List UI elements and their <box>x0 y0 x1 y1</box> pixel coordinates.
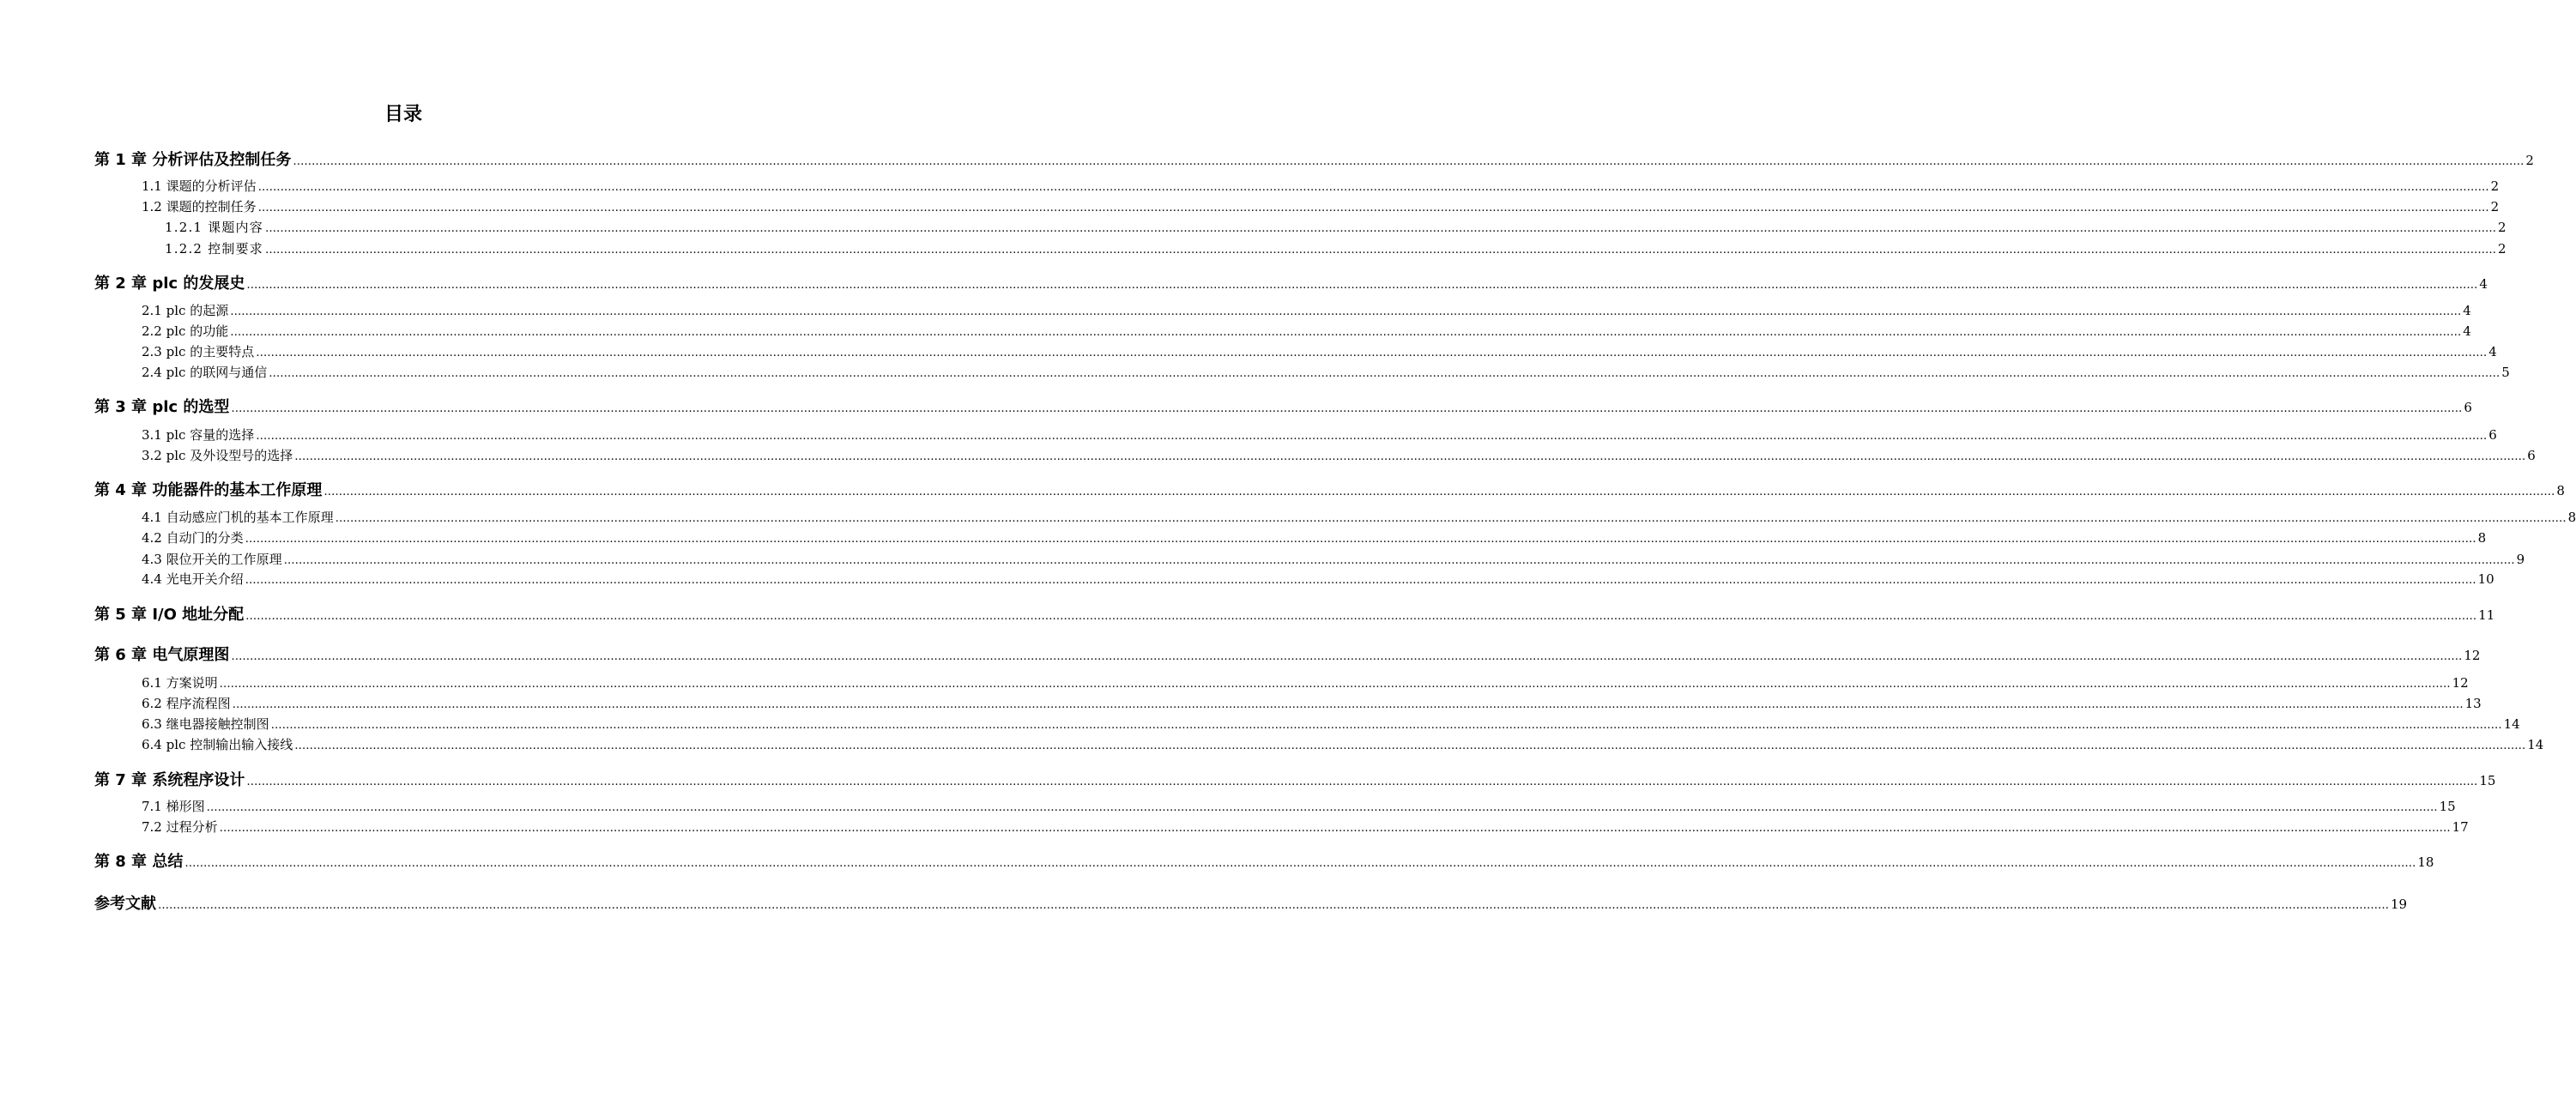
toc-page-number: 4 <box>2463 303 2471 318</box>
toc-page-number: 5 <box>2501 365 2510 380</box>
toc-section-entry[interactable] <box>142 818 2469 838</box>
toc-entry-label: 3.2 plc 及外设型号的选择 <box>142 448 293 463</box>
toc-entry-label: 第 4 章 功能器件的基本工作原理 <box>94 481 323 499</box>
toc-section-entry[interactable] <box>142 426 2497 446</box>
toc-section-entry[interactable] <box>142 797 2456 818</box>
toc-section-entry[interactable] <box>142 301 2471 322</box>
toc-page-number: 9 <box>2516 552 2525 567</box>
dot-leader: …………………………………………………………………………………………………………………………………………………………………………………………………………………………………………………………………………………………………………………………………………………………………………………………………………………………………………………………………………………………………………………………………………………… <box>294 450 2526 463</box>
toc-page-number: 15 <box>2479 773 2496 788</box>
dot-leader: …………………………………………………………………………………………………………………………………………………………………………………………………………………………………………………………………………………………………………………………………………………………………………………………………………………………………………………………………………………………………………………………………………………… <box>184 857 2416 870</box>
dot-leader: …………………………………………………………………………………………………………………………………………………………………………………………………………………………………………………………………………………………………………………………………………………………………………………………………………………………………………………………………………………………………………………………………………………… <box>256 347 2488 359</box>
toc-entry-label: 4.4 光电开关介绍 <box>142 571 244 587</box>
toc-page-number: 8 <box>2567 510 2576 525</box>
toc-section-entry[interactable] <box>142 363 2510 383</box>
toc-entry-label: 2.3 plc 的主要特点 <box>142 344 255 359</box>
dot-leader: …………………………………………………………………………………………………………………………………………………………………………………………………………………………………………………………………………………………………………………………………………………………………………………………………………………………………………………………………………………………………………………………………………………… <box>232 698 2464 711</box>
toc-section-entry[interactable] <box>142 715 2520 735</box>
toc-entry-label: 第 1 章 分析评估及控制任务 <box>94 151 292 169</box>
toc-chapter-entry[interactable] <box>94 478 2565 499</box>
dot-leader: …………………………………………………………………………………………………………………………………………………………………………………………………………………………………………………………………………………………………………………………………………………………………………………………………………………………………………………………………………………………………………………………………………………… <box>324 486 2555 498</box>
toc-page-number: 2 <box>2497 220 2506 235</box>
toc-page-number: 12 <box>2464 648 2481 663</box>
toc-entry-label: 7.2 过程分析 <box>142 819 218 835</box>
dot-leader: …………………………………………………………………………………………………………………………………………………………………………………………………………………………………………………………………………………………………………………………………………………………………………………………………………………………………………………………………………………………………………………………………………………… <box>270 719 2502 732</box>
dot-leader: …………………………………………………………………………………………………………………………………………………………………………………………………………………………………………………………………………………………………………………………………………………………………………………………………………………………………………………………………………………………………………………………………………………… <box>335 512 2567 525</box>
toc-page-number: 6 <box>2527 448 2536 463</box>
dot-leader: …………………………………………………………………………………………………………………………………………………………………………………………………………………………………………………………………………………………………………………………………………………………………………………………………………………………………………………………………………………………………………………………………………………… <box>219 822 2451 835</box>
toc-section-entry[interactable] <box>142 322 2471 342</box>
toc-section-entry[interactable] <box>142 197 2500 218</box>
toc-page-number: 2 <box>2490 199 2500 214</box>
dot-leader: …………………………………………………………………………………………………………………………………………………………………………………………………………………………………………………………………………………………………………………………………………………………………………………………………………………………………………………………………………………………………………………………………………………… <box>257 181 2489 194</box>
dot-leader: …………………………………………………………………………………………………………………………………………………………………………………………………………………………………………………………………………………………………………………………………………………………………………………………………………………………………………………………………………………………………………………………………………………… <box>231 402 2463 415</box>
toc-section-entry[interactable] <box>142 550 2525 571</box>
dot-leader: …………………………………………………………………………………………………………………………………………………………………………………………………………………………………………………………………………………………………………………………………………………………………………………………………………………………………………………………………………………………………………………………………………………… <box>231 650 2463 663</box>
toc-entry-label: 1.2.1 课题内容 <box>165 220 263 235</box>
toc-chapter-entry[interactable] <box>94 271 2488 293</box>
toc-entry-label: 3.1 plc 容量的选择 <box>142 427 255 443</box>
toc-subsection-entry[interactable] <box>165 239 2506 260</box>
toc-section-entry[interactable] <box>142 570 2494 590</box>
toc-entry-label: 第 8 章 总结 <box>94 853 184 871</box>
toc-page-number: 11 <box>2478 607 2495 623</box>
toc-entry-label: 参考文献 <box>94 895 156 913</box>
toc-page-number: 10 <box>2477 571 2494 587</box>
dot-leader: …………………………………………………………………………………………………………………………………………………………………………………………………………………………………………………………………………………………………………………………………………………………………………………………………………………………………………………………………………………………………………………………………………………… <box>283 554 2515 567</box>
toc-chapter-entry[interactable] <box>94 768 2496 789</box>
dot-leader: …………………………………………………………………………………………………………………………………………………………………………………………………………………………………………………………………………………………………………………………………………………………………………………………………………………………………………………………………………………………………………………………………………………… <box>246 279 2478 292</box>
dot-leader: …………………………………………………………………………………………………………………………………………………………………………………………………………………………………………………………………………………………………………………………………………………………………………………………………………………………………………………………………………………………………………………………………………………… <box>230 326 2462 339</box>
toc-entry-label: 2.4 plc 的联网与通信 <box>142 365 268 380</box>
toc-section-entry[interactable] <box>142 694 2482 715</box>
toc-page-number: 2 <box>2525 153 2534 168</box>
toc-chapter-entry[interactable] <box>94 849 2434 871</box>
toc-page-number: 12 <box>2452 675 2469 691</box>
toc-entry-label: 4.2 自动门的分类 <box>142 530 244 546</box>
toc-section-entry[interactable] <box>142 177 2500 197</box>
toc-entry-label: 1.2.2 控制要求 <box>165 241 263 257</box>
toc-entry-label: 第 6 章 电气原理图 <box>94 646 230 664</box>
toc-entry-label: 2.1 plc 的起源 <box>142 303 229 318</box>
toc-title: 目录 <box>384 104 422 125</box>
toc-page-number: 8 <box>2556 483 2565 498</box>
toc-entry-label: 第 5 章 I/O 地址分配 <box>94 606 245 624</box>
toc-entry-label: 1.2 课题的控制任务 <box>142 199 257 214</box>
toc-page-number: 6 <box>2488 427 2497 443</box>
toc-section-entry[interactable] <box>142 508 2576 528</box>
dot-leader: …………………………………………………………………………………………………………………………………………………………………………………………………………………………………………………………………………………………………………………………………………………………………………………………………………………………………………………………………………………………………………………………………………………… <box>264 222 2496 235</box>
toc-entry-label: 1.1 课题的分析评估 <box>142 178 257 194</box>
toc-entry-label: 7.1 梯形图 <box>142 799 205 814</box>
toc-page-number: 14 <box>2503 716 2520 732</box>
dot-leader: …………………………………………………………………………………………………………………………………………………………………………………………………………………………………………………………………………………………………………………………………………………………………………………………………………………………………………………………………………………………………………………………………………………… <box>246 776 2478 788</box>
dot-leader: …………………………………………………………………………………………………………………………………………………………………………………………………………………………………………………………………………………………………………………………………………………………………………………………………………………………………………………………………………………………………………………………………………………… <box>245 533 2476 546</box>
dot-leader: …………………………………………………………………………………………………………………………………………………………………………………………………………………………………………………………………………………………………………………………………………………………………………………………………………………………………………………………………………………………………………………………………………………… <box>294 740 2526 752</box>
toc-page-number: 4 <box>2488 344 2497 359</box>
toc-page-number: 17 <box>2452 819 2469 835</box>
toc-chapter-entry[interactable] <box>94 643 2481 664</box>
toc-entry-label: 6.3 继电器接触控制图 <box>142 716 269 732</box>
toc-section-entry[interactable] <box>142 673 2469 694</box>
dot-leader: …………………………………………………………………………………………………………………………………………………………………………………………………………………………………………………………………………………………………………………………………………………………………………………………………………………………………………………………………………………………………………………………………………………… <box>245 574 2476 587</box>
toc-chapter-entry[interactable] <box>94 148 2534 169</box>
toc-entry-label: 6.1 方案说明 <box>142 675 218 691</box>
toc-entry-label: 6.4 plc 控制输出输入接线 <box>142 737 293 752</box>
dot-leader: …………………………………………………………………………………………………………………………………………………………………………………………………………………………………………………………………………………………………………………………………………………………………………………………………………………………………………………………………………………………………………………………………………………… <box>206 801 2438 814</box>
toc-page-number: 6 <box>2464 400 2472 415</box>
dot-leader: …………………………………………………………………………………………………………………………………………………………………………………………………………………………………………………………………………………………………………………………………………………………………………………………………………………………………………………………………………………………………………………………………………………… <box>269 367 2500 380</box>
dot-leader: …………………………………………………………………………………………………………………………………………………………………………………………………………………………………………………………………………………………………………………………………………………………………………………………………………………………………………………………………………………………………………………………………………………… <box>219 678 2451 691</box>
toc-section-entry[interactable] <box>142 342 2497 363</box>
toc-page-number: 4 <box>2479 276 2488 292</box>
dot-leader: …………………………………………………………………………………………………………………………………………………………………………………………………………………………………………………………………………………………………………………………………………………………………………………………………………………………………………………………………………………………………………………………………………………… <box>264 244 2496 257</box>
toc-section-entry[interactable] <box>142 735 2544 756</box>
toc-subsection-entry[interactable] <box>165 218 2506 238</box>
toc-page-number: 13 <box>2464 696 2482 711</box>
dot-leader: …………………………………………………………………………………………………………………………………………………………………………………………………………………………………………………………………………………………………………………………………………………………………………………………………………………………………………………………………………………………………………………………………………………… <box>158 899 2389 912</box>
toc-section-entry[interactable] <box>142 528 2487 549</box>
toc-page-number: 14 <box>2527 737 2544 752</box>
toc-entry-label: 4.3 限位开关的工作原理 <box>142 552 282 567</box>
toc-chapter-entry[interactable] <box>94 395 2472 416</box>
toc-entry-label: 6.2 程序流程图 <box>142 696 231 711</box>
toc-page-number: 2 <box>2497 241 2506 257</box>
toc-page-number: 15 <box>2439 799 2456 814</box>
dot-leader: …………………………………………………………………………………………………………………………………………………………………………………………………………………………………………………………………………………………………………………………………………………………………………………………………………………………………………………………………………………………………………………………………………………… <box>230 305 2462 318</box>
dot-leader: …………………………………………………………………………………………………………………………………………………………………………………………………………………………………………………………………………………………………………………………………………………………………………………………………………………………………………………………………………………………………………………………………………………… <box>256 430 2488 443</box>
toc-page-number: 8 <box>2477 530 2487 546</box>
toc-page-number: 2 <box>2490 178 2500 194</box>
toc-section-entry[interactable] <box>142 446 2536 467</box>
toc-entry-label: 2.2 plc 的功能 <box>142 323 229 339</box>
toc-chapter-entry[interactable] <box>94 891 2408 913</box>
dot-leader: …………………………………………………………………………………………………………………………………………………………………………………………………………………………………………………………………………………………………………………………………………………………………………………………………………………………………………………………………………………………………………………………………………………… <box>245 610 2477 623</box>
toc-entry-label: 第 7 章 系统程序设计 <box>94 771 245 789</box>
toc-entry-label: 第 2 章 plc 的发展史 <box>94 275 245 293</box>
toc-entry-label: 4.1 自动感应门机的基本工作原理 <box>142 510 334 525</box>
toc-page-number: 18 <box>2417 854 2434 870</box>
toc-page-number: 4 <box>2463 323 2471 339</box>
toc-entry-label: 第 3 章 plc 的选型 <box>94 398 230 416</box>
toc-page-number: 19 <box>2391 897 2408 912</box>
dot-leader: …………………………………………………………………………………………………………………………………………………………………………………………………………………………………………………………………………………………………………………………………………………………………………………………………………………………………………………………………………………………………………………………………………………… <box>257 202 2489 214</box>
toc-chapter-entry[interactable] <box>94 602 2495 624</box>
dot-leader: …………………………………………………………………………………………………………………………………………………………………………………………………………………………………………………………………………………………………………………………………………………………………………………………………………………………………………………………………………………………………………………………………………………… <box>293 155 2525 168</box>
